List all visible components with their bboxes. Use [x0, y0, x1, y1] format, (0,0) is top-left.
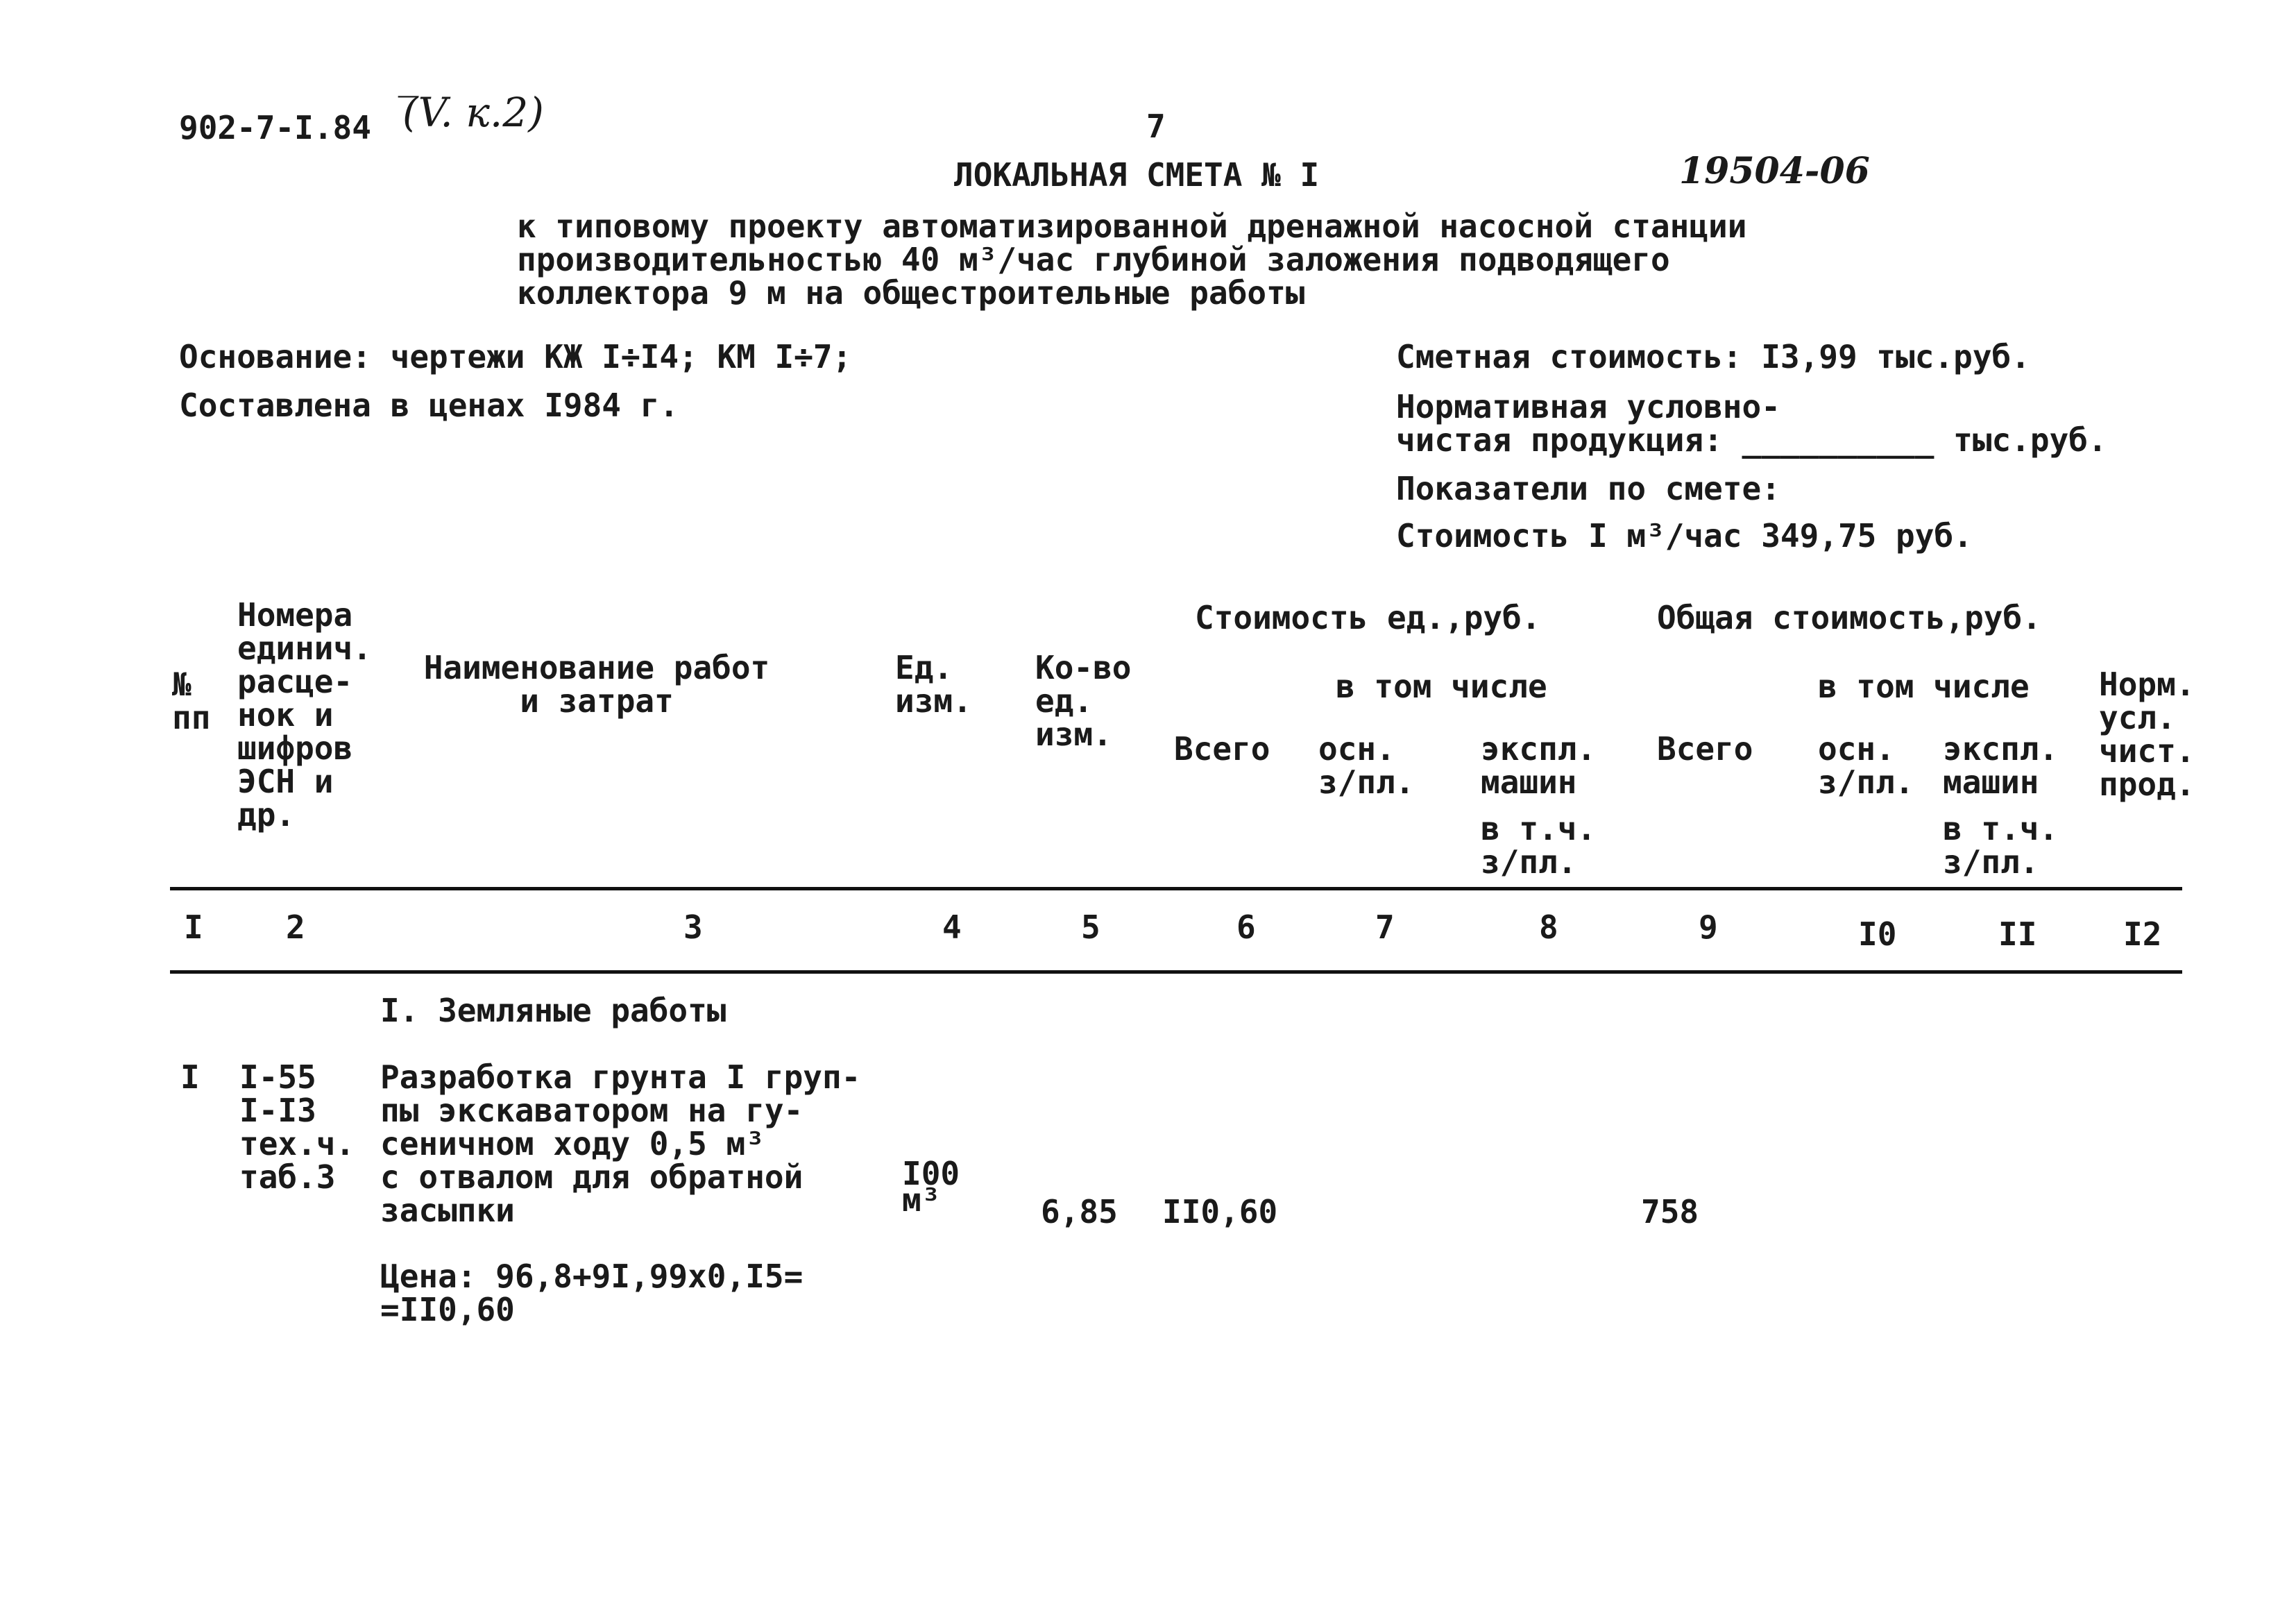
header-rule-top — [170, 887, 2182, 890]
col-unit-header: Ед. изм. — [895, 649, 972, 720]
row-total: 758 — [1641, 1193, 1699, 1230]
column-number: 4 — [942, 908, 962, 946]
page-title: ЛОКАЛЬНАЯ СМЕТА № I — [954, 156, 1320, 194]
col-description-header: Наименование работ и затрат — [423, 649, 770, 720]
col-number-header: № пп — [172, 666, 211, 736]
header-rule-bottom — [170, 970, 2182, 974]
column-number: 8 — [1539, 908, 1558, 946]
row-description: Разработка грунта I груп- пы экскаватором на гу- сеничном ходу 0,5 м³ с отвалом для обратной засыпки — [380, 1058, 861, 1229]
row-number: I — [180, 1058, 200, 1096]
row-unit: I00 м³ — [902, 1155, 960, 1219]
total-wages-header: осн. з/пл. — [1818, 730, 1914, 801]
unit-including-header: в том числе — [1336, 668, 1547, 705]
document-code: 902-7-I.84 — [179, 109, 371, 146]
column-number: 6 — [1236, 908, 1256, 946]
unit-incl-wages-header: в т.ч. з/пл. — [1481, 810, 1597, 881]
column-number: 7 — [1375, 908, 1395, 946]
handwritten-number: 19504-06 — [1679, 150, 1870, 192]
basis-prices: Составлена в ценах I984 г. — [179, 387, 679, 424]
column-number: 9 — [1699, 908, 1718, 946]
subtitle-line: к типовому проекту автоматизированной дренажной насосной станции — [517, 208, 1747, 245]
estimated-cost: Сметная стоимость: I3,99 тыс.руб. — [1396, 338, 2030, 375]
row-unit-total: II0,60 — [1162, 1193, 1278, 1230]
unit-total-header: Всего — [1174, 730, 1270, 768]
unit-machines-header: экспл. машин — [1481, 730, 1597, 801]
unit-cost: Стоимость I м³/час 349,75 руб. — [1396, 517, 1973, 555]
page-number: 7 — [1146, 108, 1166, 145]
normative-product-line1: Нормативная условно- — [1396, 388, 1780, 425]
column-number: I2 — [2123, 915, 2162, 953]
section-title: I. Земляные работы — [380, 992, 726, 1029]
col-quantity-header: Ко-во ед. изм. — [1035, 649, 1132, 753]
row-price-formula: Цена: 96,8+9I,99x0,I5= =II0,60 — [380, 1258, 803, 1328]
basis-foundation: Основание: чертежи КЖ I÷I4; КМ I÷7; — [179, 338, 852, 375]
norm-product-header: Норм. усл. чист. прод. — [2099, 666, 2195, 803]
row-codes: I-55 I-I3 тех.ч. таб.3 — [239, 1058, 355, 1196]
row-quantity: 6,85 — [1041, 1193, 1118, 1230]
unit-cost-group-header: Стоимость ед.,руб. — [1195, 599, 1541, 636]
subtitle-line: коллектора 9 м на общестроительные работы — [517, 274, 1305, 312]
unit-wages-header: осн. з/пл. — [1318, 730, 1415, 801]
handwritten-note: (̅V. к.2) — [402, 89, 544, 136]
column-number: 5 — [1081, 908, 1100, 946]
subtitle-line: производительностью 40 м³/час глубиной заложения подводящего — [517, 241, 1670, 278]
total-including-header: в том числе — [1818, 668, 2030, 705]
column-number: 3 — [683, 908, 703, 946]
total-total-header: Всего — [1657, 730, 1753, 768]
col-codes-header: Номера единич. расце- нок и шифров ЭСН и др. — [237, 596, 372, 834]
column-number: 2 — [286, 908, 305, 946]
total-cost-group-header: Общая стоимость,руб. — [1657, 599, 2041, 636]
normative-product-line2: чистая продукция: __________ тыс.руб. — [1396, 421, 2107, 459]
column-number: I0 — [1858, 915, 1897, 953]
total-incl-wages-header: в т.ч. з/пл. — [1943, 810, 2059, 881]
column-number: II — [1998, 915, 2037, 953]
column-number: I — [184, 908, 203, 946]
total-machines-header: экспл. машин — [1943, 730, 2059, 801]
indicators-label: Показатели по смете: — [1396, 470, 1780, 507]
